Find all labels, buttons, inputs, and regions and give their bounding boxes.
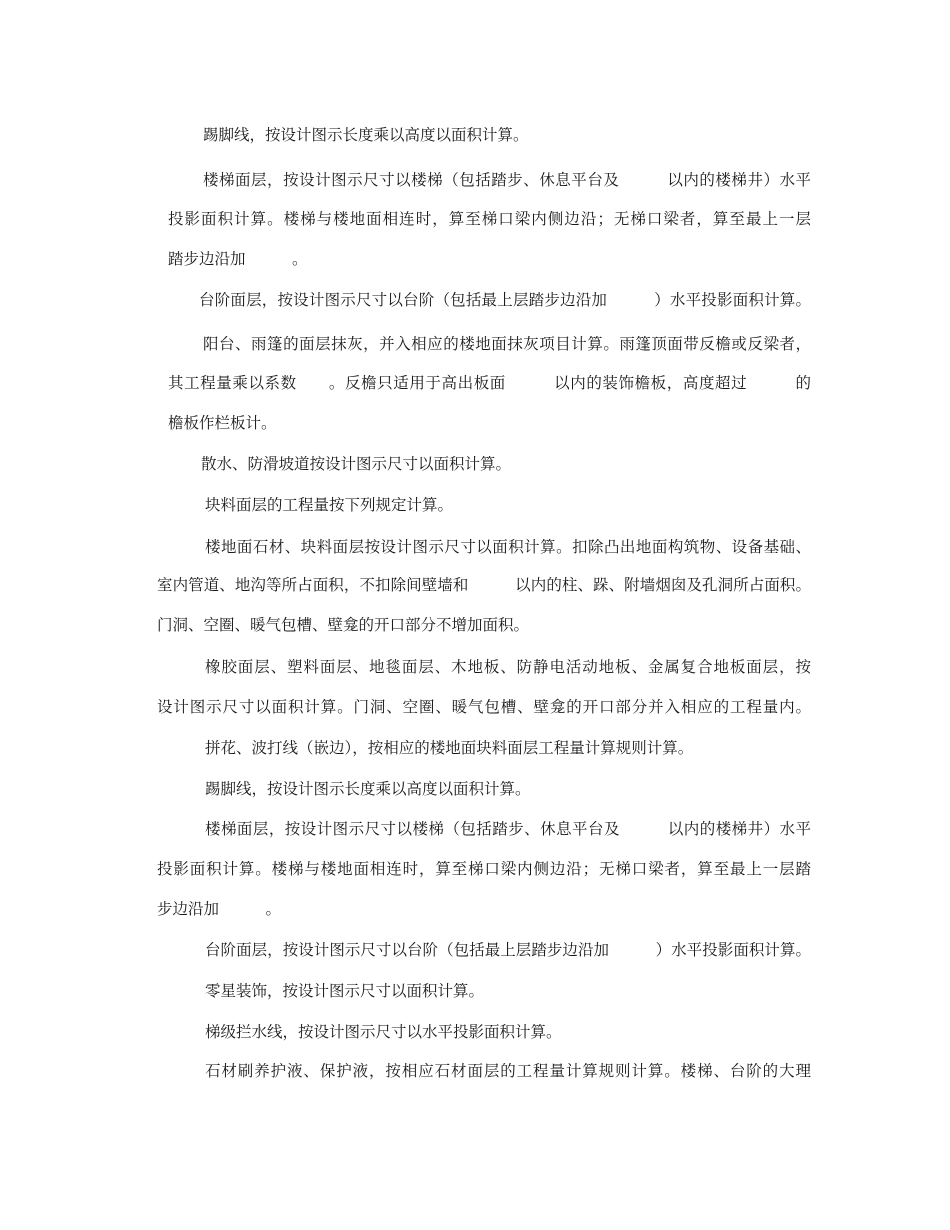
- text-line: 楼梯面层，按设计图示尺寸以楼梯（包括踏步、休息平台及 以内的楼梯井）水平: [203, 171, 811, 189]
- text-line: 其工程量乘以系数 。反檐只适用于高出板面 以内的装饰檐板，高度超过 的: [168, 374, 811, 392]
- text-line: 石材刷养护液、保护液，按相应石材面层的工程量计算规则计算。楼梯、台阶的大理: [205, 1062, 811, 1080]
- text-line: 楼梯面层，按设计图示尺寸以楼梯（包括踏步、休息平台及 以内的楼梯井）水平: [205, 820, 811, 838]
- text-line: 踏步边沿加 。: [168, 250, 308, 268]
- text-line: 踢脚线，按设计图示长度乘以高度以面积计算。: [203, 126, 529, 144]
- text-line: 投影面积计算。楼梯与楼地面相连时，算至梯口梁内侧边沿；无梯口梁者，算至最上一层踏: [157, 860, 811, 878]
- text-line: 室内管道、地沟等所占面积，不扣除间壁墙和 以内的柱、跺、附墙烟囱及孔洞所占面积。: [157, 576, 811, 594]
- text-line: 橡胶面层、塑料面层、地毯面层、木地板、防静电活动地板、金属复合地板面层，按: [205, 658, 811, 676]
- text-line: 块料面层的工程量按下列规定计算。: [205, 496, 454, 514]
- text-line: 零星装饰，按设计图示尺寸以面积计算。: [205, 982, 485, 1000]
- text-line: 楼地面石材、块料面层按设计图示尺寸以面积计算。扣除凸出地面构筑物、设备基础、: [205, 538, 811, 556]
- text-line: 台阶面层，按设计图示尺寸以台阶（包括最上层踏步边沿加 ）水平投影面积计算。: [199, 291, 811, 309]
- text-line: 台阶面层，按设计图示尺寸以台阶（包括最上层踏步边沿加 ）水平投影面积计算。: [205, 941, 811, 959]
- text-line: 散水、防滑坡道按设计图示尺寸以面积计算。: [201, 455, 512, 473]
- text-line: 阳台、雨篷的面层抹灰，并入相应的楼地面抹灰项目计算。雨篷顶面带反檐或反梁者，: [203, 335, 811, 353]
- text-line: 设计图示尺寸以面积计算。门洞、空圈、暖气包槽、壁龛的开口部分并入相应的工程量内。: [157, 698, 811, 716]
- text-line: 步边沿加 。: [157, 900, 282, 918]
- text-line: 檐板作栏板计。: [168, 414, 277, 432]
- text-line: 门洞、空圈、暖气包槽、壁龛的开口部分不增加面积。: [157, 616, 530, 634]
- text-line: 拼花、波打线（嵌边），按相应的楼地面块料面层工程量计算规则计算。: [205, 739, 694, 757]
- text-line: 踢脚线，按设计图示长度乘以高度以面积计算。: [205, 780, 531, 798]
- text-line: 梯级拦水线，按设计图示尺寸以水平投影面积计算。: [205, 1023, 562, 1041]
- text-line: 投影面积计算。楼梯与楼地面相连时，算至梯口梁内侧边沿；无梯口梁者，算至最上一层: [168, 210, 811, 228]
